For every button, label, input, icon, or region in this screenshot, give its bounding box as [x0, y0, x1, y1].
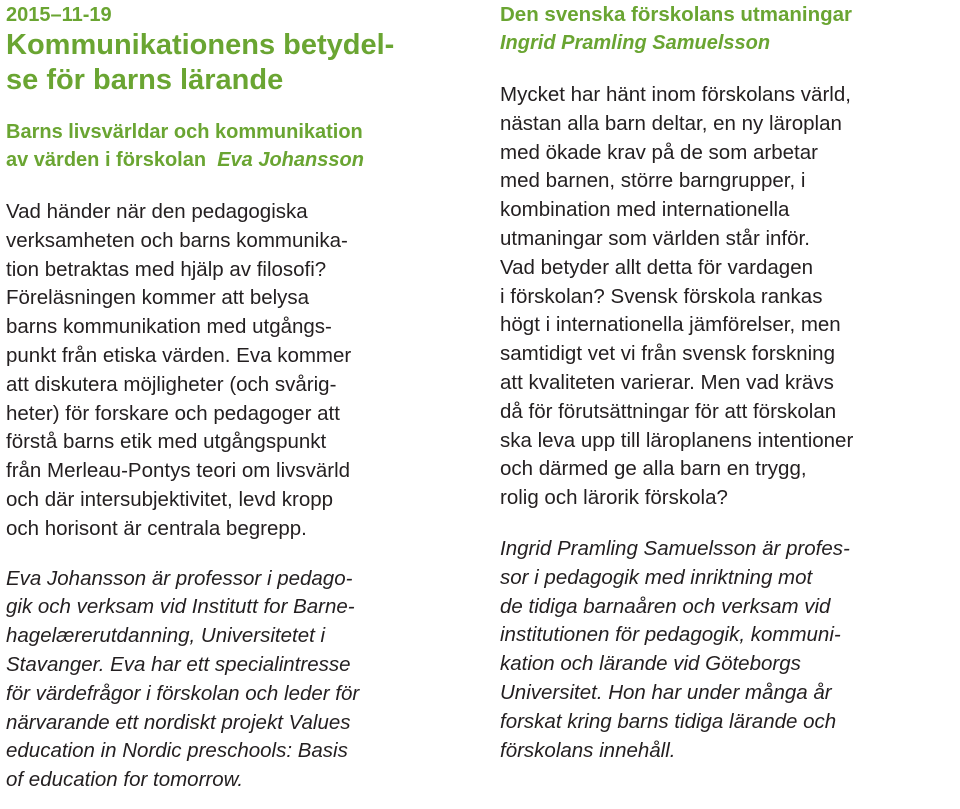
text-line: Föreläsningen kommer att belysa [6, 286, 310, 310]
left-author: Eva Johansson [217, 149, 364, 171]
text-line: forskat kring barns tidiga lärande och [500, 709, 837, 733]
text-line: sor i pedagogik med inriktning mot [500, 565, 813, 589]
main-title [6, 28, 480, 98]
text-line: och där intersubjektivitet, levd kropp [6, 487, 334, 511]
text-line: education in Nordic preschools: Basis [6, 739, 348, 763]
text-line: i förskolan? Svensk förskola rankas [500, 284, 823, 308]
text-line: högt i internationella jämförelser, men [500, 313, 841, 337]
text-line: hagelærerutdanning, Universitetet i [6, 624, 326, 648]
text-line: och horisont är centrala begrepp. [6, 516, 307, 540]
text-line: utmaningar som världen står inför. [500, 226, 810, 250]
text-line: närvarande ett nordiskt projekt Values [6, 710, 351, 734]
date: 2015–11-19 [6, 4, 112, 26]
text-line: Vad betyder allt detta för vardagen [500, 255, 814, 279]
text-line: från Merleau-Pontys teori om livsvärld [6, 459, 351, 483]
text-line: och därmed ge alla barn en trygg, [500, 457, 807, 481]
text-line: Universitet. Hon har under många år [500, 680, 832, 704]
text-line: verksamheten och barns kommunika- [6, 228, 348, 252]
text-line: Ingrid Pramling Samuelsson är profes- [500, 536, 850, 560]
text-line: ska leva upp till läroplanens intentioner [500, 428, 854, 452]
text-line: Mycket har hänt inom förskolans värld, [500, 83, 851, 106]
left-subtitle [6, 118, 480, 174]
text-line: nästan alla barn deltar, en ny läroplan [500, 111, 842, 135]
text-line: att kvaliteten varierar. Men vad krävs [500, 370, 834, 394]
text-line: Stavanger. Eva har ett specialintresse [6, 652, 351, 676]
text-line: förskolans innehåll. [500, 738, 676, 762]
text-line: of education for tomorrow. [6, 768, 244, 792]
left-subtitle-line [6, 146, 480, 174]
text-line: de tidiga barnaåren och verksam vid [500, 594, 831, 618]
text-line: Vad händer när den pedagogiska [6, 200, 308, 223]
text-line: då för förutsättningar för att förskolan [500, 399, 837, 423]
right-column [500, 0, 960, 765]
text-line: gik och verksam vid Institutt for Barne- [6, 595, 355, 619]
right-paragraph-1 [500, 81, 960, 513]
left-subtitle-line: Barns livsvärldar och kommunikation [6, 121, 363, 143]
text-line: heter) för forskare och pedagoger att [6, 401, 340, 425]
left-paragraph-2 [6, 565, 480, 795]
text-line: Eva Johansson är professor i pedago- [6, 566, 353, 590]
right-title: Den svenska förskolans utmaningar [500, 3, 853, 26]
text-line: rolig och lärorik förskola? [500, 486, 728, 510]
text-line: att diskutera möjligheter (och svårig- [6, 372, 337, 396]
right-author: Ingrid Pramling Samuelsson [500, 32, 771, 54]
text-line: barns kommunikation med utgångs- [6, 315, 332, 339]
main-title-line: Kommunikationens betydel- [6, 29, 395, 61]
text-line: med ökade krav på de som arbetar [500, 140, 818, 164]
text-line: förstå barns etik med utgångspunkt [6, 430, 327, 454]
text-line: institutionen för pedagogik, kommuni- [500, 623, 841, 647]
left-subtitle-text: av värden i förskolan [6, 149, 207, 171]
main-title-line: se för barns lärande [6, 64, 284, 96]
left-paragraph-1 [6, 198, 480, 544]
text-line: kation och lärande vid Göteborgs [500, 652, 801, 676]
text-line: kombination med internationella [500, 198, 790, 222]
text-line: punkt från etiska värden. Eva kommer [6, 343, 352, 367]
text-line: för värdefrågor i förskolan och leder för [6, 681, 360, 705]
text-line: med barnen, större barngrupper, i [500, 169, 806, 193]
right-paragraph-2 [500, 535, 960, 765]
text-line: tion betraktas med hjälp av filosofi? [6, 257, 327, 281]
text-line: samtidigt vet vi från svensk forskning [500, 342, 835, 366]
left-column [6, 0, 480, 795]
